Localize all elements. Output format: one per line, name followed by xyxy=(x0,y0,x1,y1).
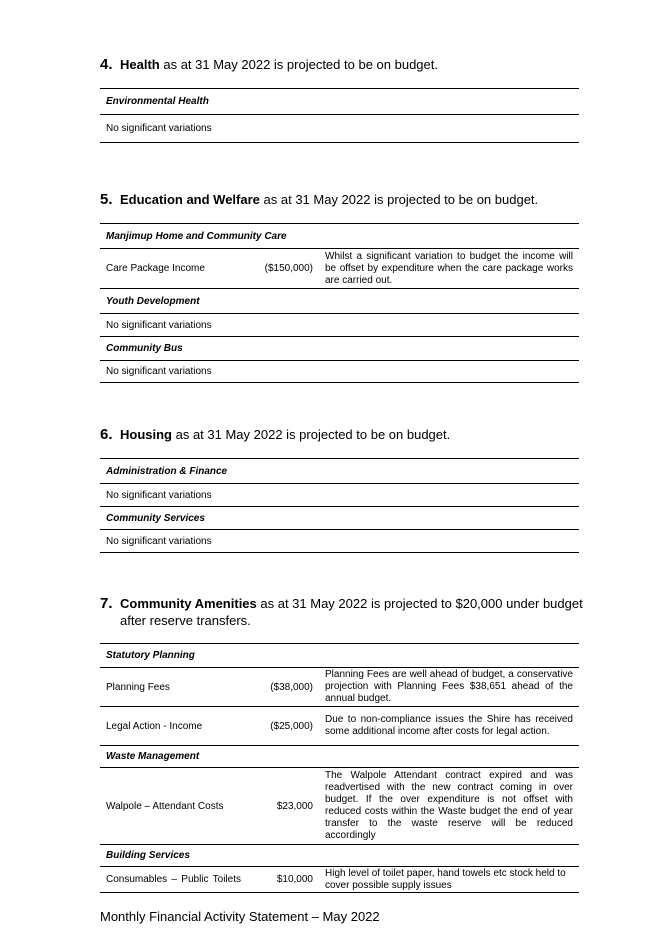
line-item-label: Consumables – Public Toilets xyxy=(100,867,247,893)
section-status: as at 31 May 2022 is projected to be on budget. xyxy=(259,192,539,207)
section-5-heading xyxy=(100,191,610,208)
subsection-heading: Building Services xyxy=(100,845,579,867)
variation-note: No significant variations xyxy=(100,314,579,337)
line-item-amount: ($150,000) xyxy=(247,249,319,289)
section-4-table xyxy=(100,88,579,143)
line-item-comment: Whilst a significant variation to budget the income will be offset by expenditure when the care package works are carried out. xyxy=(319,249,579,289)
subsection-heading: Administration & Finance xyxy=(100,459,579,484)
section-4-heading xyxy=(100,56,610,73)
section-7-heading xyxy=(100,595,610,629)
section-status-continued: after reserve transfers. xyxy=(120,613,251,628)
line-item-amount: $23,000 xyxy=(247,768,319,845)
line-item-comment: The Walpole Attendant contract expired and was readvertised with the new contract coming in over budget. If the over expenditure is not offset with reduced costs within the Waste budget the end of year transfer to the waste reserve will be reduced accordingly xyxy=(319,768,579,845)
subsection-heading: Waste Management xyxy=(100,746,579,768)
section-number: 6. xyxy=(100,426,113,443)
line-item-label: Care Package Income xyxy=(100,249,247,289)
section-title: Education and Welfare xyxy=(120,192,260,207)
subsection-heading: Manjimup Home and Community Care xyxy=(100,224,579,249)
section-6-table xyxy=(100,458,579,553)
page-footer: Monthly Financial Activity Statement – May 2022 xyxy=(100,909,380,924)
line-item-label: Legal Action - Income xyxy=(100,707,247,746)
section-7-table xyxy=(100,643,579,893)
variation-note: No significant variations xyxy=(100,361,579,383)
line-item-comment: Due to non-compliance issues the Shire has received some additional income after costs for legal action. xyxy=(319,707,579,746)
section-number: 5. xyxy=(100,191,113,208)
subsection-heading: Youth Development xyxy=(100,289,579,314)
section-status: as at 31 May 2022 is projected to be on budget. xyxy=(172,427,451,442)
line-item-amount: $10,000 xyxy=(247,867,319,893)
section-number: 4. xyxy=(100,56,113,73)
section-title: Housing xyxy=(120,427,172,442)
section-6-heading xyxy=(100,426,610,443)
line-item-label: Planning Fees xyxy=(100,668,247,707)
variation-note: No significant variations xyxy=(100,484,579,507)
section-title: Community Amenities xyxy=(120,596,257,611)
line-item-label: Walpole – Attendant Costs xyxy=(100,768,247,845)
line-item-comment: Planning Fees are well ahead of budget, a conservative projection with Planning Fees $38,651 ahead of the annual budget. xyxy=(319,668,579,707)
line-item-amount: ($25,000) xyxy=(247,707,319,746)
variation-note: No significant variations xyxy=(100,115,579,143)
subsection-heading: Community Bus xyxy=(100,337,579,361)
subsection-heading: Community Services xyxy=(100,507,579,530)
section-status: as at 31 May 2022 is projected to $20,000 under budget xyxy=(256,596,583,611)
subsection-heading: Environmental Health xyxy=(100,89,579,115)
line-item-comment: High level of toilet paper, hand towels etc stock held to cover possible supply issues xyxy=(319,867,579,893)
section-5-table xyxy=(100,223,579,383)
subsection-heading: Statutory Planning xyxy=(100,644,579,668)
line-item-amount: ($38,000) xyxy=(247,668,319,707)
section-number: 7. xyxy=(100,595,113,612)
section-status: as at 31 May 2022 is projected to be on budget. xyxy=(159,57,438,72)
section-title: Health xyxy=(120,57,160,72)
variation-note: No significant variations xyxy=(100,530,579,553)
